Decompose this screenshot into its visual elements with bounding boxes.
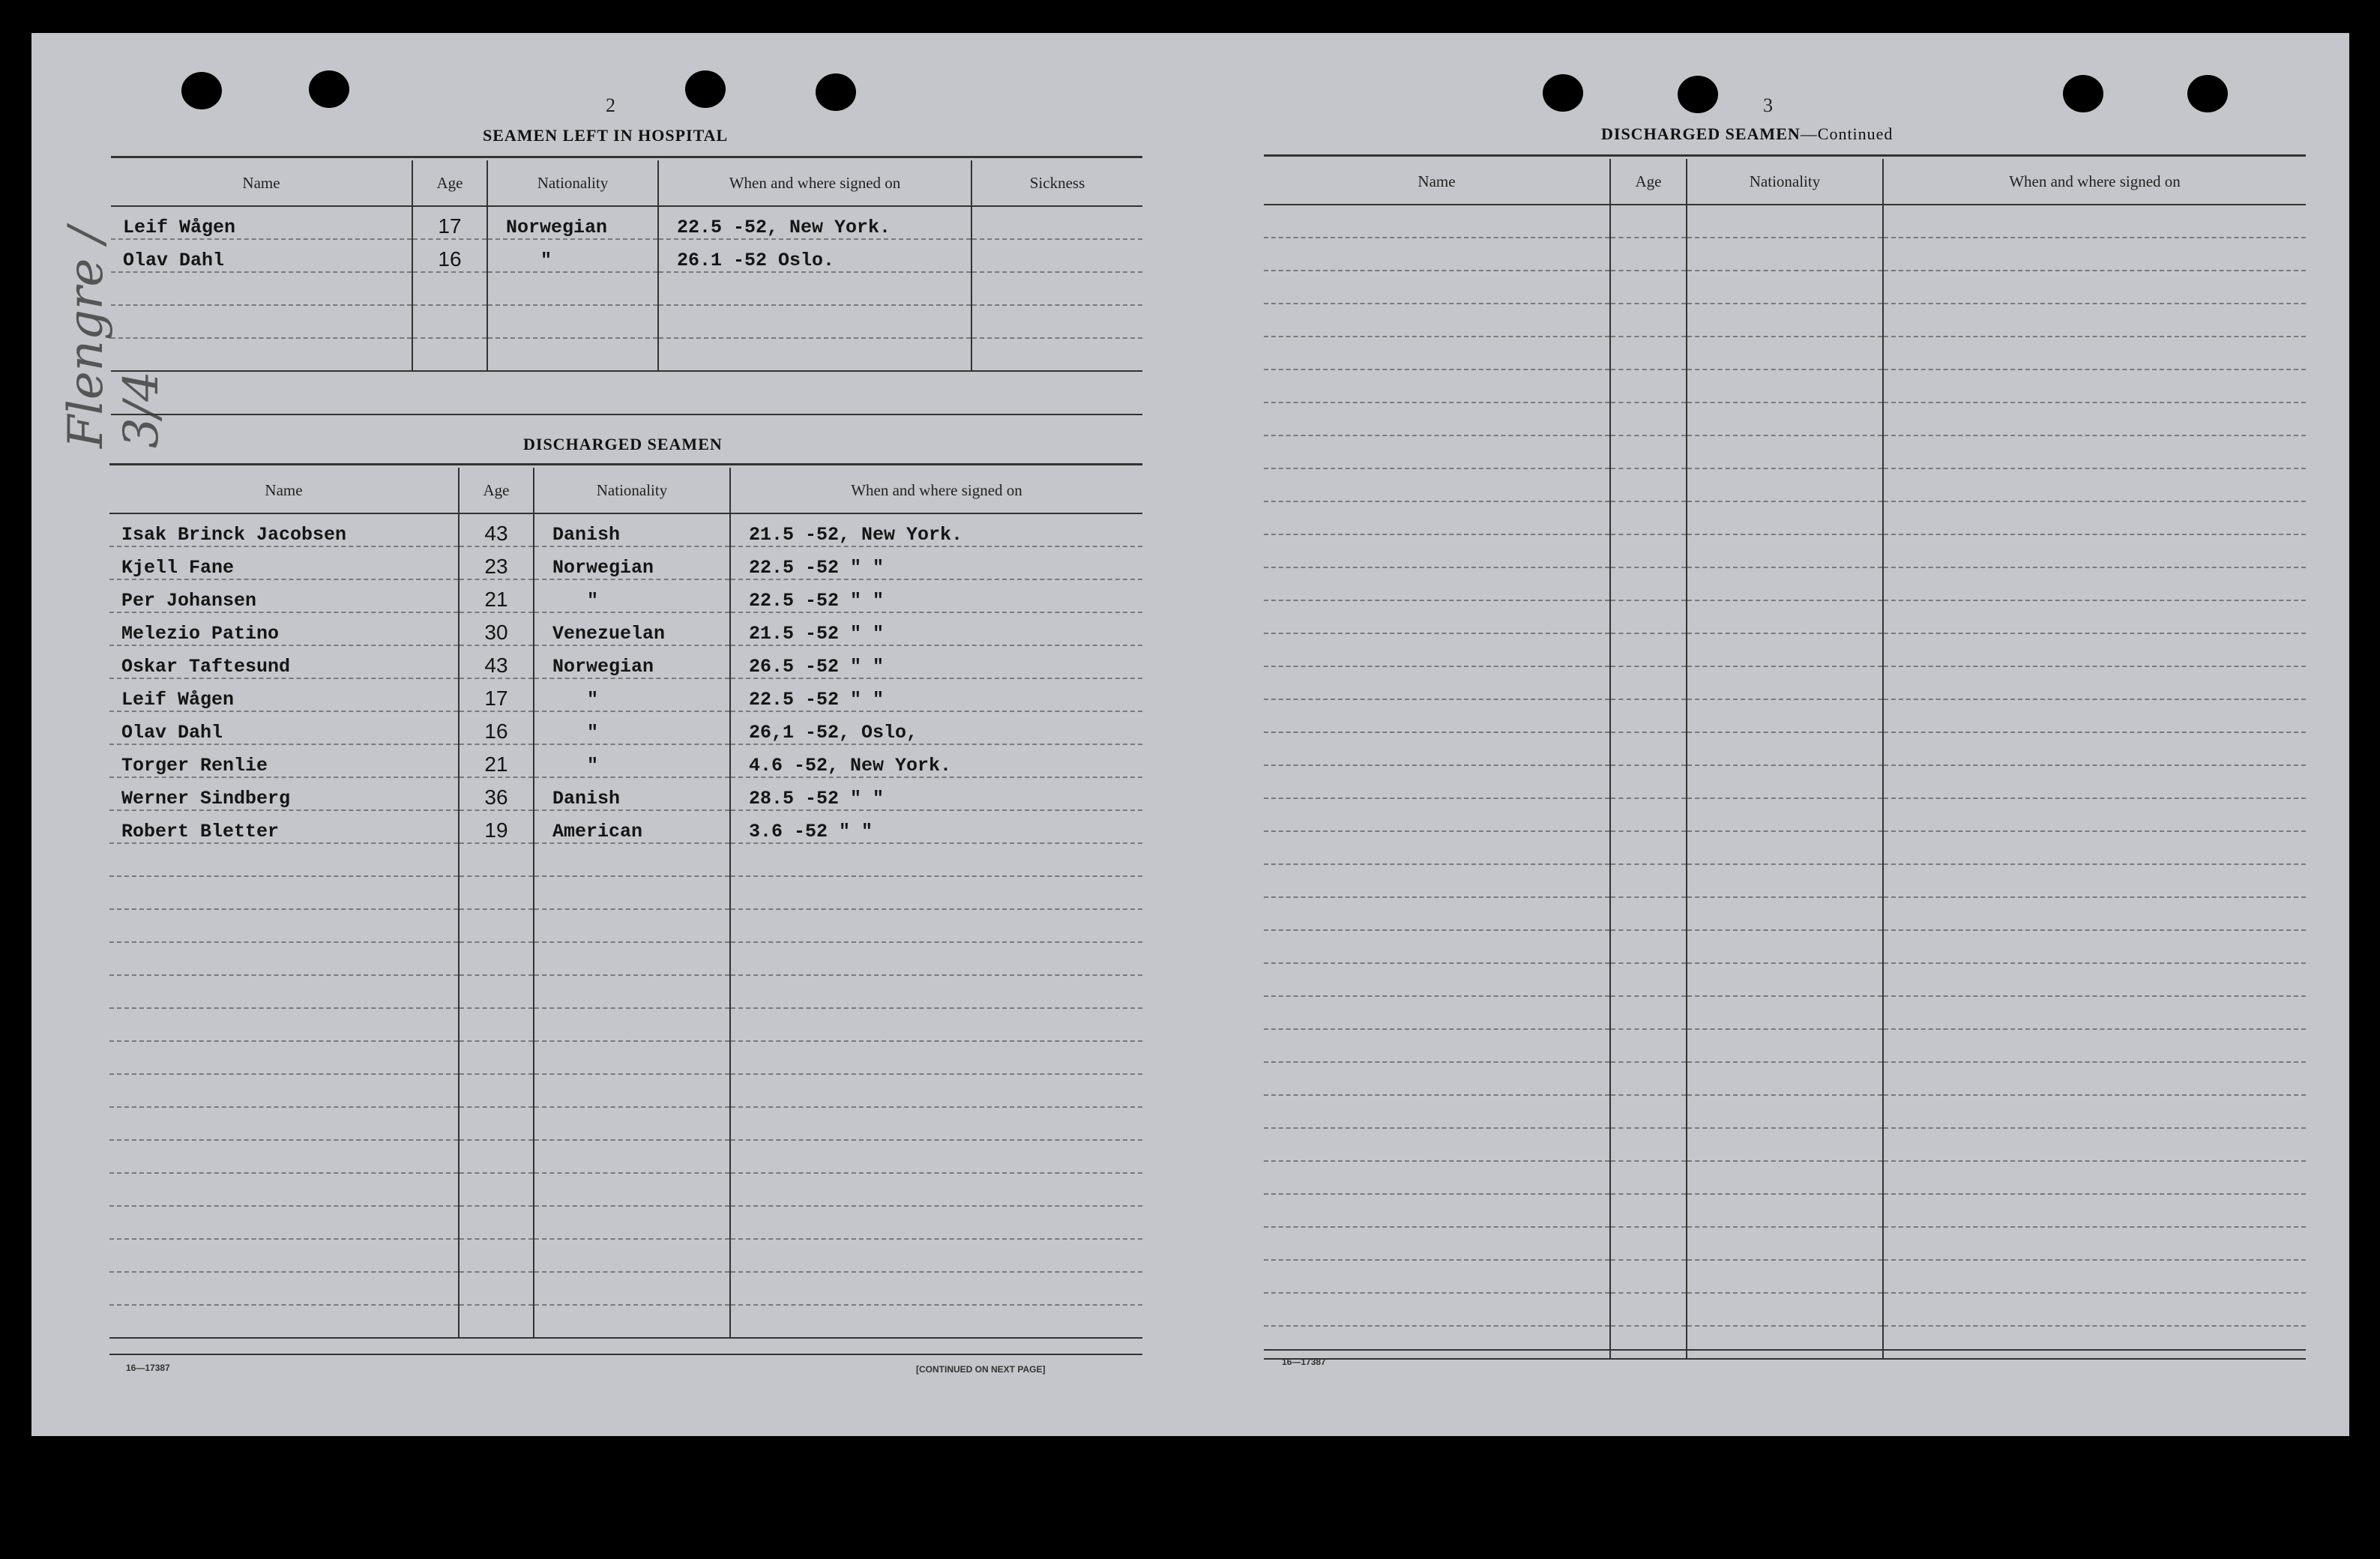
table-row [1264, 1260, 2306, 1293]
table-row [1264, 205, 2306, 238]
table-row [109, 1041, 1142, 1074]
table-row [1264, 402, 2306, 435]
table-row [1264, 798, 2306, 831]
table-row [1264, 435, 2306, 468]
discharged-section-title: DISCHARGED SEAMEN [523, 435, 723, 453]
table-row [109, 744, 1142, 777]
seaman-age: 16 [412, 239, 487, 272]
form-number-left: 16—17387 [126, 1363, 170, 1373]
table-row [1264, 1029, 2306, 1062]
table-row [1264, 831, 2306, 864]
seaman-nationality: Norwegian [534, 645, 730, 678]
table-row [111, 206, 1142, 239]
punch-hole [2063, 75, 2103, 112]
column-header-age: Age [459, 468, 534, 513]
table-row [1264, 930, 2306, 963]
seaman-nationality: " [534, 678, 730, 711]
seaman-name: Torger Renlie [109, 744, 459, 777]
table-row [109, 1107, 1142, 1140]
table-row [109, 1173, 1142, 1206]
table-row [1264, 732, 2306, 765]
seaman-age: 36 [459, 777, 534, 810]
seaman-name: Kjell Fane [109, 546, 459, 579]
title-main: DISCHARGED SEAMEN [1601, 124, 1801, 143]
seaman-age: 17 [412, 206, 487, 239]
table-row [1264, 1293, 2306, 1326]
table-row [111, 305, 1142, 338]
table-row [1264, 271, 2306, 304]
table-row [1264, 699, 2306, 732]
seaman-nationality: Norwegian [487, 206, 658, 239]
continued-note: [CONTINUED ON NEXT PAGE] [916, 1364, 1046, 1375]
table-row [1264, 666, 2306, 699]
seaman-nationality: American [534, 810, 730, 843]
seaman-nationality: Danish [534, 513, 730, 546]
punch-hole [1543, 74, 1583, 112]
table-row [1264, 633, 2306, 666]
page-number-right: 3 [1763, 94, 1773, 116]
seaman-signed-on: 4.6 -52, New York. [730, 744, 1142, 777]
seaman-name: Olav Dahl [109, 711, 459, 744]
table-row [1264, 567, 2306, 600]
hospital-section-title: SEAMEN LEFT IN HOSPITAL [483, 126, 729, 145]
table-row [1264, 304, 2306, 337]
column-header-nationality: Nationality [487, 160, 658, 206]
table-row [109, 1074, 1142, 1107]
table-row [109, 678, 1142, 711]
table-row [109, 975, 1142, 1008]
table-row [109, 1008, 1142, 1041]
table-row [109, 876, 1142, 909]
table-row [109, 711, 1142, 744]
form-number-right: 16—17387 [1282, 1357, 1326, 1367]
table-row [109, 1206, 1142, 1239]
table-row [109, 513, 1142, 546]
seaman-age: 16 [459, 711, 534, 744]
seaman-signed-on: 22.5 -52 " " [730, 579, 1142, 612]
table-row [1264, 1227, 2306, 1260]
seaman-name: Isak Brinck Jacobsen [109, 513, 459, 546]
table-row [109, 612, 1142, 645]
seaman-name: Oskar Taftesund [109, 645, 459, 678]
seaman-age: 30 [459, 612, 534, 645]
seaman-name: Robert Bletter [109, 810, 459, 843]
table-row [1264, 1161, 2306, 1194]
seaman-nationality: Venezuelan [534, 612, 730, 645]
table-row [109, 1305, 1142, 1338]
punch-hole [181, 72, 222, 109]
table-row [1264, 370, 2306, 402]
discharged-continued-table [1264, 159, 2306, 1360]
seaman-age: 17 [459, 678, 534, 711]
page-number-left: 2 [606, 94, 615, 116]
table-row [1264, 600, 2306, 633]
table-row [109, 645, 1142, 678]
table-row [109, 1140, 1142, 1173]
seaman-signed-on: 22.5 -52 " " [730, 546, 1142, 579]
table-row [1264, 1326, 2306, 1359]
table-row [111, 338, 1142, 371]
column-header-signed-on: When and where signed on [1883, 159, 2306, 205]
table-row [1264, 765, 2306, 798]
seaman-signed-on: 26.1 -52 Oslo. [658, 239, 971, 272]
seaman-signed-on: 3.6 -52 " " [730, 810, 1142, 843]
seaman-nationality: Danish [534, 777, 730, 810]
table-row [1264, 963, 2306, 996]
table-row [109, 942, 1142, 975]
table-row [1264, 1128, 2306, 1161]
column-header-age: Age [412, 160, 487, 206]
column-header-nationality: Nationality [534, 468, 730, 513]
punch-hole [1678, 76, 1718, 113]
seaman-name: Olav Dahl [111, 239, 412, 272]
table-row [1264, 996, 2306, 1029]
column-header-name: Name [109, 468, 459, 513]
discharged-continued-title [1601, 124, 1893, 144]
table-row [1264, 1194, 2306, 1227]
discharged-table [109, 468, 1142, 1339]
seaman-age: 19 [459, 810, 534, 843]
seaman-name: Per Johansen [109, 579, 459, 612]
seaman-sickness [971, 239, 1142, 272]
punch-hole [816, 73, 856, 111]
seaman-name: Werner Sindberg [109, 777, 459, 810]
punch-hole [309, 70, 349, 108]
seaman-signed-on: 26,1 -52, Oslo, [730, 711, 1142, 744]
punch-hole [685, 70, 726, 108]
table-row [109, 579, 1142, 612]
column-header-nationality: Nationality [1687, 159, 1883, 205]
seaman-nationality: " [487, 239, 658, 272]
column-header-signed-on: When and where signed on [730, 468, 1142, 513]
seaman-age: 43 [459, 513, 534, 546]
seaman-signed-on: 21.5 -52, New York. [730, 513, 1142, 546]
seaman-signed-on: 22.5 -52 " " [730, 678, 1142, 711]
table-row [1264, 864, 2306, 897]
table-row [109, 1239, 1142, 1272]
margin-handwriting: Flengre / 3/4 [58, 226, 169, 448]
seaman-nationality: " [534, 711, 730, 744]
seaman-age: 21 [459, 744, 534, 777]
table-row [1264, 238, 2306, 271]
seaman-signed-on: 28.5 -52 " " [730, 777, 1142, 810]
table-row [109, 777, 1142, 810]
seaman-age: 43 [459, 645, 534, 678]
column-header-signed-on: When and where signed on [658, 160, 971, 206]
table-row [109, 1272, 1142, 1305]
table-row [1264, 1095, 2306, 1128]
table-row [1264, 468, 2306, 501]
table-row [109, 909, 1142, 942]
table-row [1264, 534, 2306, 567]
table-row [109, 843, 1142, 876]
table-row [109, 546, 1142, 579]
seaman-age: 21 [459, 579, 534, 612]
column-header-name: Name [1264, 159, 1610, 205]
column-header-name: Name [111, 160, 412, 206]
column-header-age: Age [1610, 159, 1687, 205]
seaman-signed-on: 21.5 -52 " " [730, 612, 1142, 645]
seaman-nationality: " [534, 744, 730, 777]
document-sheet [31, 33, 2349, 1436]
hospital-table [111, 160, 1142, 372]
seaman-age: 23 [459, 546, 534, 579]
punch-hole [2187, 75, 2228, 112]
seaman-name: Leif Wågen [109, 678, 459, 711]
column-header-sickness: Sickness [971, 160, 1142, 206]
seaman-nationality: " [534, 579, 730, 612]
seaman-nationality: Norwegian [534, 546, 730, 579]
seaman-signed-on: 22.5 -52, New York. [658, 206, 971, 239]
seaman-name: Melezio Patino [109, 612, 459, 645]
table-row [111, 272, 1142, 305]
table-row [111, 239, 1142, 272]
table-row [109, 810, 1142, 843]
table-row [1264, 1062, 2306, 1095]
seaman-sickness [971, 206, 1142, 239]
seaman-name: Leif Wågen [111, 206, 412, 239]
seaman-signed-on: 26.5 -52 " " [730, 645, 1142, 678]
table-row [1264, 337, 2306, 370]
title-suffix: —Continued [1800, 124, 1894, 143]
table-row [1264, 501, 2306, 534]
table-row [1264, 897, 2306, 930]
